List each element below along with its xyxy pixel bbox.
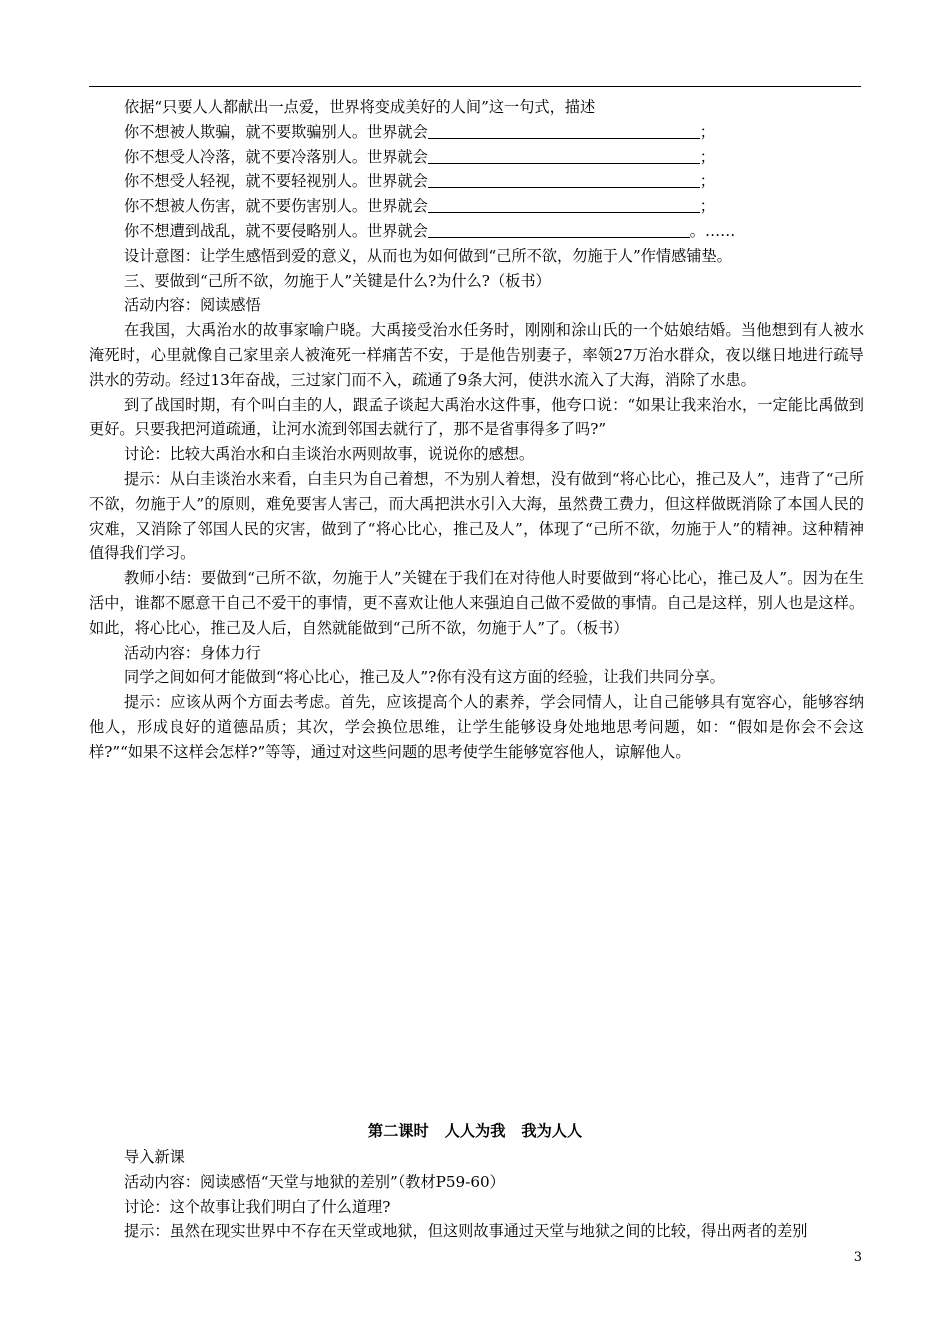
teacher-summary-paragraph: 教师小结：要做到“己所不欲，勿施于人”关键在于我们在对待他人时要做到“将心比心，推己及人”。因为在生活中，谁都不愿意干自己不爱干的事情，更不喜欢让他人来强迫自己做不爱做的事情。自己是这样，别人也是这样。如此，将心比心，推己及人后，自然就能做到“己所不欲，勿施于人”了。（板书） [89, 569, 864, 637]
discussion-prompt: 讨论：比较大禹治水和白圭谈治水两则故事，说说你的感想。 [124, 445, 535, 464]
lesson2-body [89, 1145, 864, 1244]
design-intent: 设计意图：让学生感悟到爱的意义，从而也为如何做到“己所不欲，勿施于人”作情感铺垫。 [124, 246, 732, 265]
story-baigui-paragraph: 到了战国时期，有个叫白圭的人，跟孟子谈起大禹治水这件事，他夸口说：“如果让我来治水，一定能比禹做到更好。只要我把河道疏通，让河水流到邻国去就行了，那不是省事得多了吗?” [89, 395, 864, 439]
hint-paragraph: 提示：应该从两个方面去考虑。首先，应该提高个人的素养，学会同情人，让自己能够具有宽容心，能够容纳他人，形成良好的道德品质；其次，学会换位思维，让学生能够设身处地地思考问题，如：“假如是你会不会这样?”“如果不这样会怎样?”等等，通过对这些问题的思考使学生能够宽容他人，谅解他人。 [89, 693, 864, 761]
activity-label: 活动内容：身体力行 [124, 643, 261, 662]
hint-line: 提示：虽然在现实世界中不存在天堂或地狱，但这则故事通过天堂与地狱之间的比较，得出两者的差别 [124, 1222, 808, 1241]
fill-line-2: 你不想受人冷落，就不要冷落别人。世界就会 ； [124, 147, 715, 166]
page-number: 3 [853, 1250, 862, 1265]
story-dayu-paragraph: 在我国，大禹治水的故事家喻户晓。大禹接受治水任务时，刚刚和涂山氏的一个姑娘结婚。当他想到有人被水淹死时，心里就像自己家里亲人被淹死一样痛苦不安，于是他告别妻子，率领27万治水群众，夜以继日地进行疏导洪水的劳动。经过13年奋战，三过家门而不入，疏通了9条大河，使洪水流入了大海，消除了水患。 [89, 321, 864, 389]
activity-label: 活动内容：阅读感悟 [124, 296, 261, 315]
activity-label: 活动内容：阅读感悟“天堂与地狱的差别”（教材P59-60） [124, 1172, 505, 1191]
fill-line-4: 你不想被人伤害，就不要伤害别人。世界就会 ； [124, 197, 715, 216]
intro-new-label: 导入新课 [124, 1148, 185, 1166]
lesson-title: 第二课时 人人为我 我为人人 [367, 1122, 583, 1140]
fill-line-1: 你不想被人欺骗，就不要欺骗别人。世界就会 ； [124, 122, 715, 141]
fill-line-5: 你不想遭到战乱，就不要侵略别人。世界就会 。…… [124, 221, 736, 240]
answer-blank[interactable] [428, 170, 700, 188]
fill-line-3: 你不想受人轻视，就不要轻视别人。世界就会 ； [124, 172, 715, 191]
header-rule [89, 86, 861, 87]
page-body [89, 95, 864, 765]
answer-blank[interactable] [428, 121, 700, 139]
answer-blank[interactable] [428, 195, 700, 213]
hint-paragraph: 提示：从白圭谈治水来看，白圭只为自己着想，不为别人着想，没有做到“将心比心，推己及人”，违背了“己所不欲，勿施于人”的原则，难免要害人害己，而大禹把洪水引入大海，虽然费工费力，但这样做既消除了本国人民的灾难，又消除了邻国人民的灾害，做到了“将心比心，推己及人”，体现了“己所不欲，勿施于人”的精神。这种精神值得我们学习。 [89, 469, 864, 563]
question-paragraph: 同学之间如何才能做到“将心比心，推己及人”?你有没有这方面的经验，让我们共同分享。 [124, 668, 725, 687]
section-heading: 三、要做到“己所不欲，勿施于人”关键是什么?为什么?（板书） [124, 271, 551, 290]
answer-blank[interactable] [428, 220, 690, 238]
discussion-prompt: 讨论：这个故事让我们明白了什么道理? [124, 1197, 391, 1216]
answer-blank[interactable] [428, 146, 700, 164]
intro-text: 依据“只要人人都献出一点爱，世界将变成美好的人间”这一句式，描述 [124, 98, 596, 116]
